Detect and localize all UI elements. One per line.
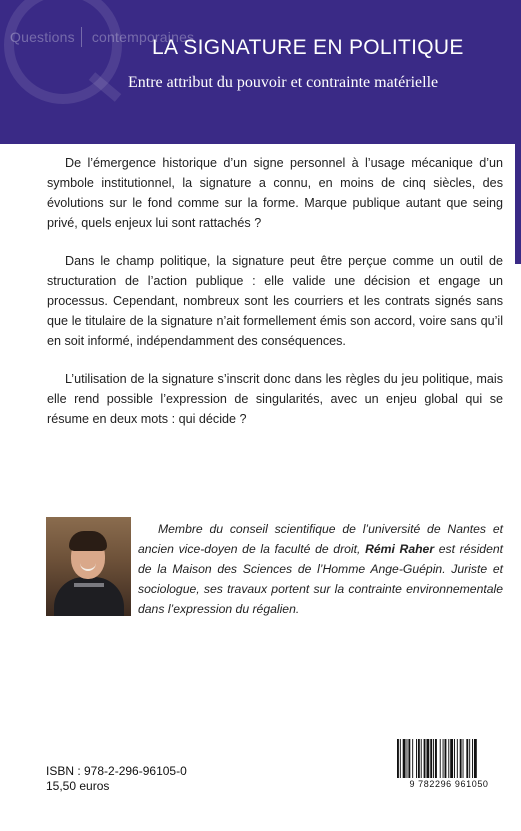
book-title: LA SIGNATURE EN POLITIQUE bbox=[152, 36, 464, 59]
isbn: ISBN : 978-2-296-96105-0 bbox=[46, 764, 187, 778]
spine-edge bbox=[515, 144, 521, 264]
author-bio bbox=[138, 519, 503, 619]
author-bio-rest: est résident de la Maison des Sciences de l’Homme Ange-Guépin. Juriste et sociologue, ses travaux portent sur la contrainte environnementale dans l’expression du régalien. bbox=[138, 542, 504, 616]
series-divider bbox=[81, 27, 82, 47]
blurb-paragraph-1: De l’émergence historique d’un signe personnel à l’usage mécanique d’un symbole institutionnel, la signature a connu, en moins de cinq siècles, des évolutions sur le fond comme sur la forme. Marque publique autant que seing privé, quels enjeux lui sont rattachés ? bbox=[47, 156, 503, 230]
blurb-paragraph-3: L’utilisation de la signature s’inscrit donc dans les règles du jeu politique, mais elle rend possible l’expression de singularités, avec un enjeu global qui se résume en deux mots : qui décide ? bbox=[47, 372, 503, 426]
author-photo bbox=[46, 517, 131, 616]
series-word-1: Questions bbox=[10, 29, 75, 45]
barcode-digits: 9 782296 961050 bbox=[409, 779, 489, 789]
back-cover-blurb bbox=[47, 153, 503, 447]
author-name: Rémi Raher bbox=[365, 542, 435, 556]
book-subtitle: Entre attribut du pouvoir et contrainte matérielle bbox=[128, 74, 439, 91]
series-word-2: contemporaines bbox=[91, 29, 195, 45]
barcode bbox=[393, 739, 505, 791]
blurb-paragraph-2: Dans le champ politique, la signature peut être perçue comme un outil de structuration de l’action publique : elle valide une décision et engage un processus. Cependant, nombreux sont les courriers et les contrats signés sans que le titulaire de la signature n’ait formellement émis son accord, voire sans qu’il en soit informé, indépendamment des conséquences. bbox=[47, 254, 503, 348]
barcode-bars-icon bbox=[393, 739, 505, 779]
cover-header-band bbox=[0, 0, 521, 144]
author-bio-intro: Membre du conseil scientifique de l’université de Nantes et ancien vice-doyen de la faculté de droit, bbox=[138, 522, 503, 556]
price: 15,50 euros bbox=[46, 779, 110, 793]
